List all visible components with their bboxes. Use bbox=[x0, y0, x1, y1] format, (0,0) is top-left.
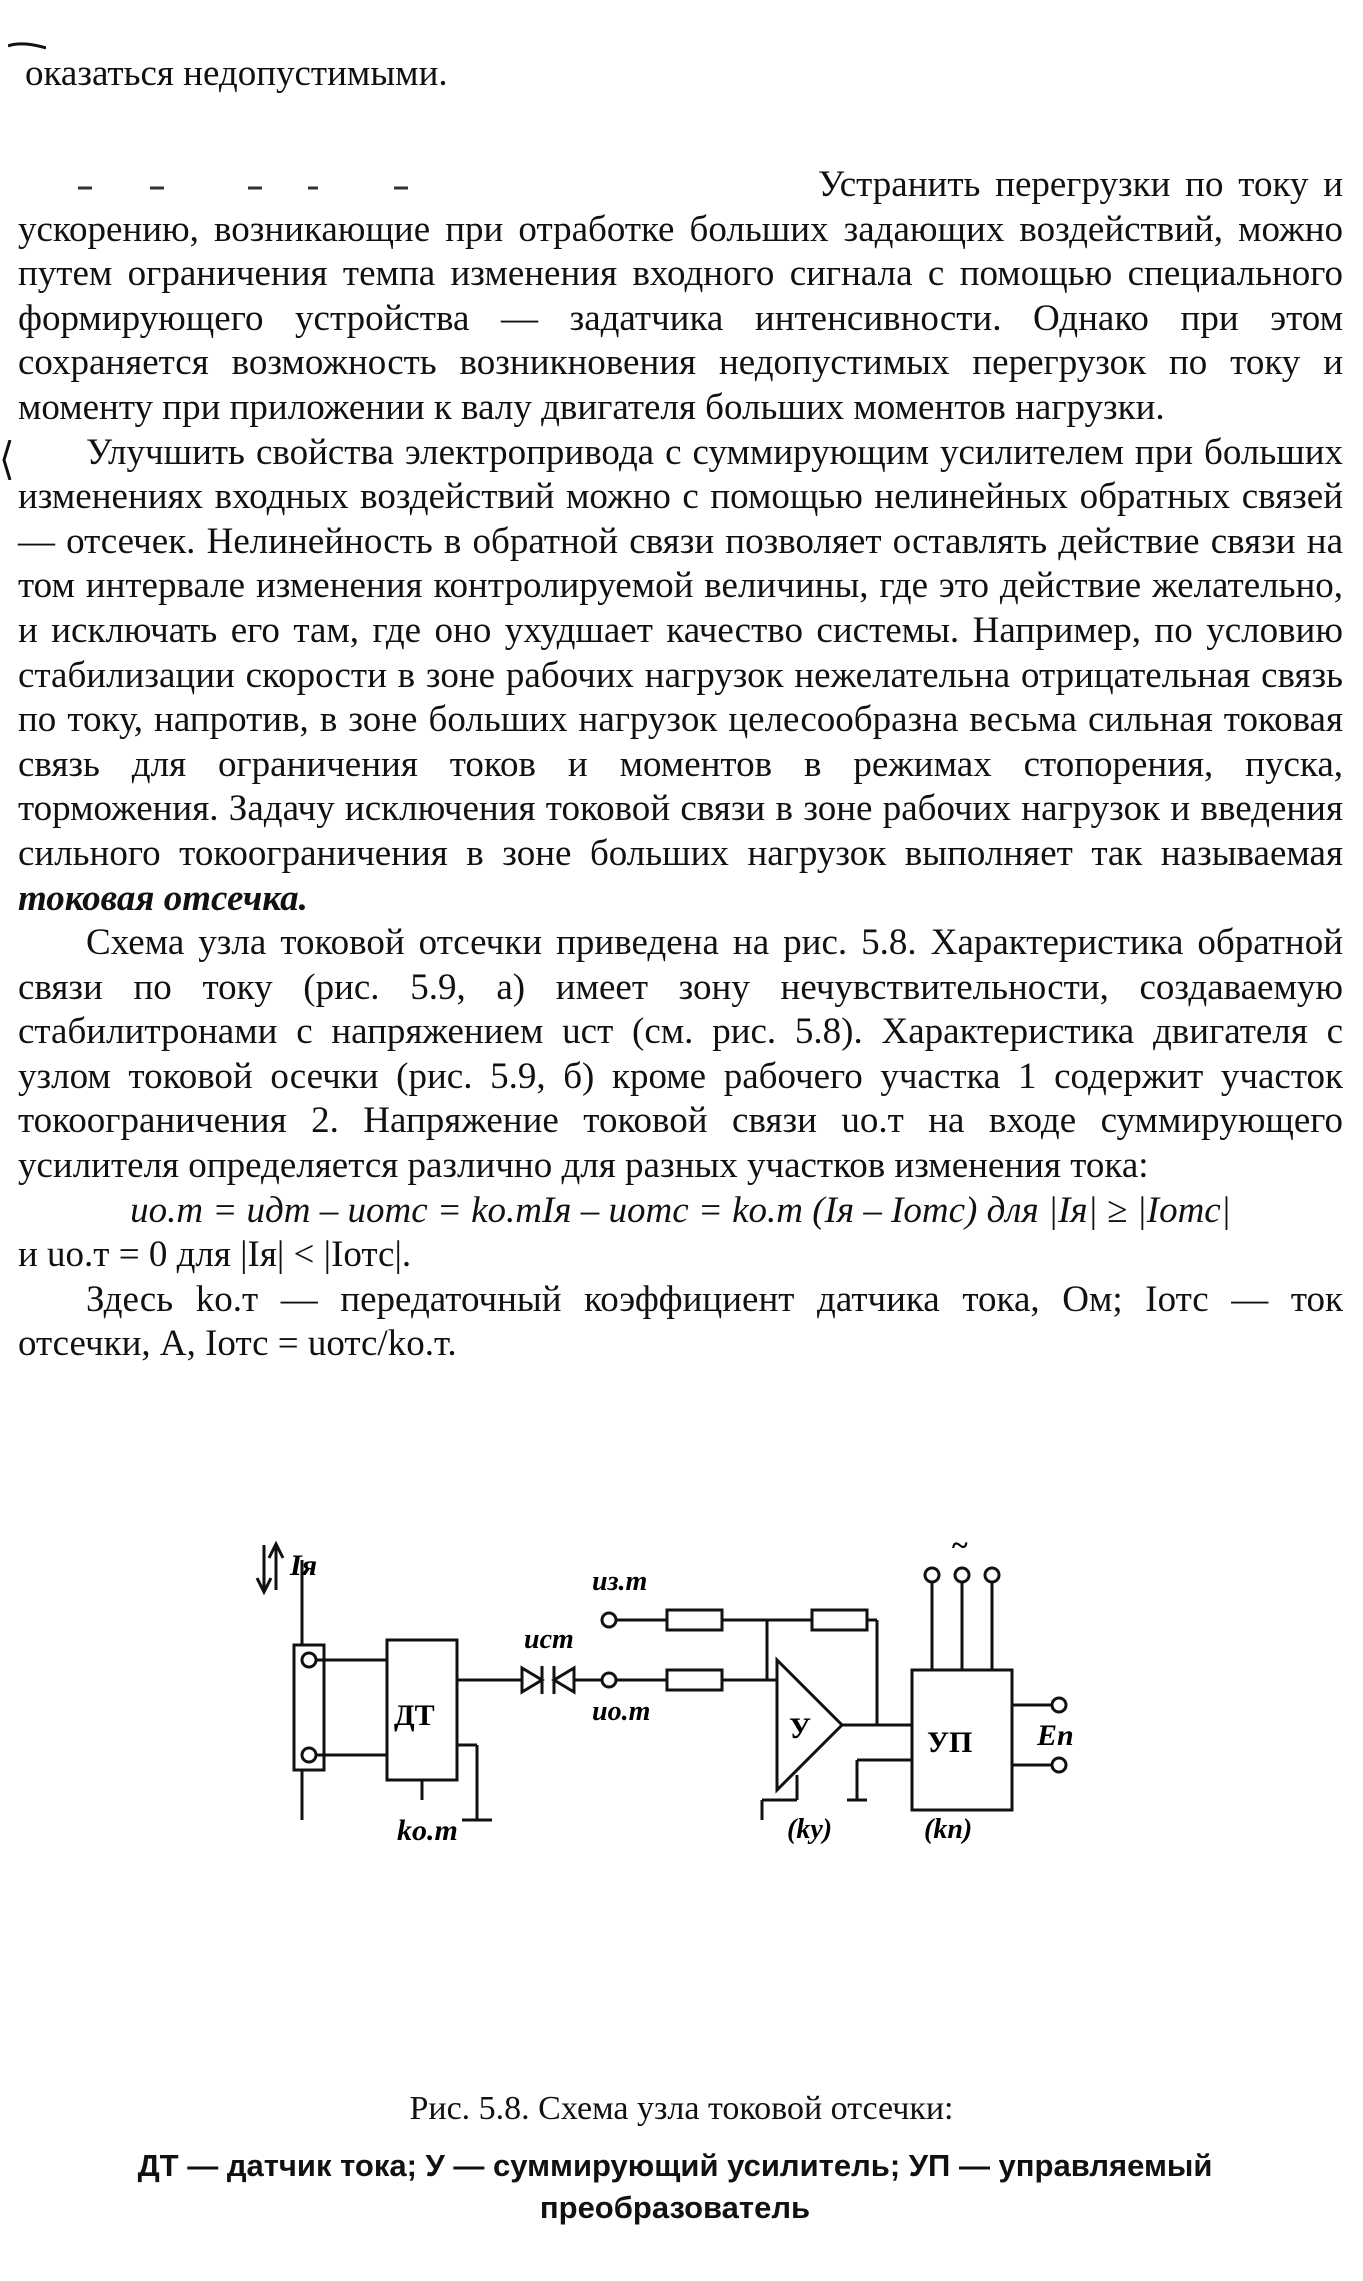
label-dt: ДТ bbox=[394, 1699, 435, 1732]
label-kp: (kп) bbox=[924, 1814, 973, 1845]
label-u: У bbox=[789, 1712, 812, 1745]
label-current: Iя bbox=[290, 1549, 318, 1582]
paragraph-1-rest: току и ускорению, возникающие при отработке больших задающих воздействий, можно путем ограничения темпа изменения входного сигнала с помощью специального формирующего устройства — задатчика интенсивности. Однако при этом сохраняется возможность возникновения недопустимых перегрузок по току и моменту при приложении к валу двигателя больших моментов нагрузки. bbox=[18, 164, 1344, 428]
figure-caption: Рис. 5.8. Схема узла токовой отсечки: bbox=[409, 2090, 954, 2127]
label-tilde: ~ bbox=[952, 1529, 968, 1562]
figure-legend: ДТ — датчик тока; У — суммирующий усилитель; УП — управляемый преобразователь bbox=[137, 2148, 1213, 2225]
formula: uо.т = uдт – uотс = kо.тIя – uотс = kо.т (Iя – Iотс) для |Iя| ≥ |Iотс| bbox=[130, 1189, 1231, 1231]
paragraph-2-text: Улучшить свойства электропривода с суммирующим усилителем при больших изменениях входных воздействий можно с помощью нелинейных обратных связей — отсечек. Нелинейность в обратной связи позволяет оставлять действие связи на том интервале изменения контролируемой величины, где это действие желательно, и исключать его там, где оно ухудшает качество системы. Например, по условию стабилизации скорости в зоне рабочих нагрузок нежелательна отрицательная связь по току, напротив, в зоне больших нагрузок целесообразна весьма сильная токовая связь для ограничения токов и моментов в режимах стопорения, пуска, торможения. Задачу исключения токовой связи в зоне рабочих нагрузок и введения сильного токоограничения в зоне больших нагрузок выполняет так называемая bbox=[18, 431, 1343, 874]
paragraph-4: Здесь kо.т — передаточный коэффициент датчика тока, Ом; Iотс — ток отсечки, А, Iотс = uотс/kо.т. bbox=[18, 1278, 1343, 1365]
formula-condition: и uо.т = 0 для |Iя| < |Iотс|. bbox=[18, 1234, 412, 1276]
label-up: УП bbox=[927, 1726, 973, 1759]
label-uzt: uз.т bbox=[592, 1566, 648, 1597]
label-kot: kо.т bbox=[397, 1814, 458, 1847]
circuit-diagram bbox=[252, 1520, 1122, 2040]
paragraph-1-first: Устранить перегрузки по bbox=[818, 164, 1224, 205]
label-ep: Eп bbox=[1037, 1719, 1074, 1752]
paragraph-3: Схема узла токовой отсечки приведена на рис. 5.8. Характеристика обратной связи по току (рис. 5.9, а) имеет зону нечувствительности, создаваемую стабилитронами с напряжением uст (см. рис. 5.8). Характеристика двигателя с узлом токовой осечки (рис. 5.9, б) кроме рабочего участка 1 содержит участок токоограничения 2. Напряжение токовой связи uо.т на входе суммирующего усилителя определяется различно для разных участков изменения тока: bbox=[18, 922, 1343, 1187]
paragraph-2 bbox=[18, 431, 1343, 922]
paragraph-2-term: токовая отсечка. bbox=[18, 877, 308, 919]
label-ky: (kу) bbox=[787, 1814, 833, 1845]
label-ust: uст bbox=[524, 1624, 574, 1655]
scan-mark-top bbox=[8, 42, 46, 50]
label-uot: uо.т bbox=[592, 1696, 651, 1727]
paragraph-1 bbox=[18, 163, 1343, 431]
scan-mark-left bbox=[2, 440, 12, 480]
fragment-line: оказаться недопустимыми. bbox=[25, 53, 448, 94]
body-text bbox=[18, 163, 1343, 1367]
